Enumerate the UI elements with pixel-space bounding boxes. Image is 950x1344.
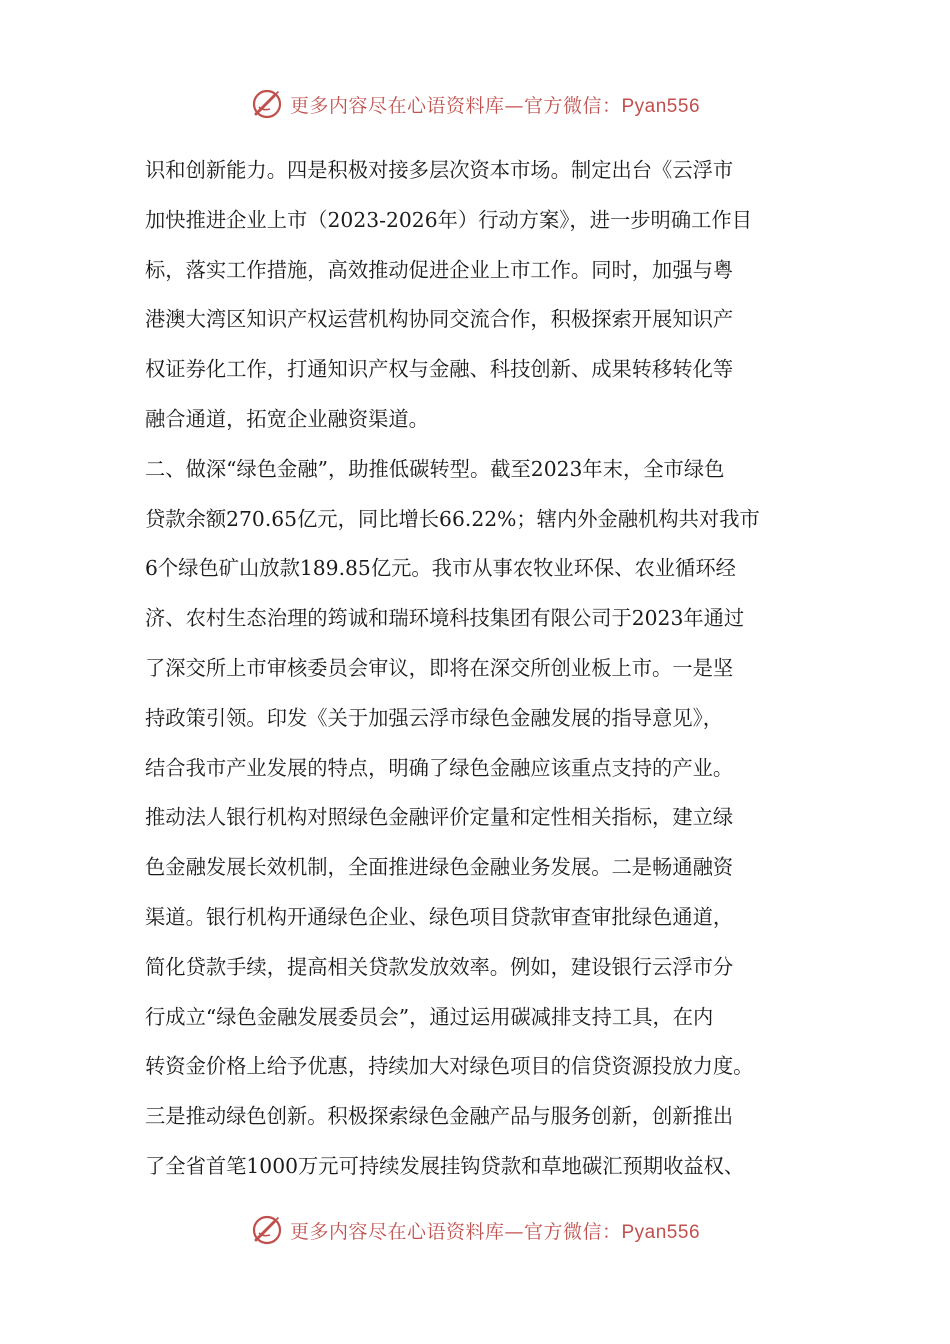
text-line: 港澳大湾区知识产权运营机构协同交流合作，积极探索开展知识产 — [145, 307, 734, 332]
footer-banner — [0, 1210, 950, 1250]
text-line: 了深交所上市审核委员会审议，即将在深交所创业板上市。一是坚 — [145, 655, 734, 680]
text-line: 持政策引领。印发《关于加强云浮市绿色金融发展的指导意见》， — [145, 705, 724, 730]
text-line: 标，落实工作措施，高效推动促进企业上市工作。同时，加强与粤 — [145, 257, 734, 282]
text-line: 6个绿色矿山放款189.85亿元。我市从事农牧业环保、农业循环经 — [145, 556, 736, 581]
text-line: 贷款余额270.65亿元，同比增长66.22%；辖内外金融机构共对我市 — [145, 506, 760, 531]
text-line: 结合我市产业发展的特点，明确了绿色金融应该重点支持的产业。 — [145, 755, 734, 780]
document-body — [145, 146, 825, 1192]
footer-banner-text: 更多内容尽在心语资料库—官方微信：Pyan556 — [289, 1220, 701, 1243]
pen-swirl-logo-icon — [250, 1213, 284, 1247]
text-line: 转资金价格上给予优惠，持续加大对绿色项目的信贷资源投放力度。 — [145, 1054, 754, 1079]
text-line: 加快推进企业上市（2023-2026年）行动方案》，进一步明确工作目 — [145, 207, 752, 232]
text-line: 推动法人银行机构对照绿色金融评价定量和定性相关指标，建立绿 — [145, 805, 734, 830]
pen-swirl-logo-icon — [250, 87, 284, 121]
text-line: 三是推动绿色创新。积极探索绿色金融产品与服务创新，创新推出 — [145, 1104, 734, 1129]
header-banner-text: 更多内容尽在心语资料库—官方微信：Pyan556 — [289, 94, 701, 117]
text-line: 权证券化工作，打通知识产权与金融、科技创新、成果转移转化等 — [145, 357, 734, 382]
text-line: 渠道。银行机构开通绿色企业、绿色项目贷款审查审批绿色通道， — [145, 904, 734, 929]
section-heading-line: 二、做深“绿色金融”，助推低碳转型。截至2023年末，全市绿色 — [145, 456, 725, 481]
text-line: 行成立“绿色金融发展委员会”，通过运用碳减排支持工具，在内 — [145, 1004, 714, 1029]
text-line: 济、农村生态治理的筠诚和瑞环境科技集团有限公司于2023年通过 — [145, 606, 745, 631]
header-banner — [0, 84, 950, 124]
text-line: 简化贷款手续，提高相关贷款发放效率。例如，建设银行云浮市分 — [145, 954, 734, 979]
text-line: 融合通道，拓宽企业融资渠道。 — [145, 406, 429, 431]
text-line: 了全省首笔1000万元可持续发展挂钩贷款和草地碳汇预期收益权、 — [145, 1153, 745, 1178]
text-line: 识和创新能力。四是积极对接多层次资本市场。制定出台《云浮市 — [145, 158, 734, 182]
text-line: 色金融发展长效机制，全面推进绿色金融业务发展。二是畅通融资 — [145, 855, 734, 880]
